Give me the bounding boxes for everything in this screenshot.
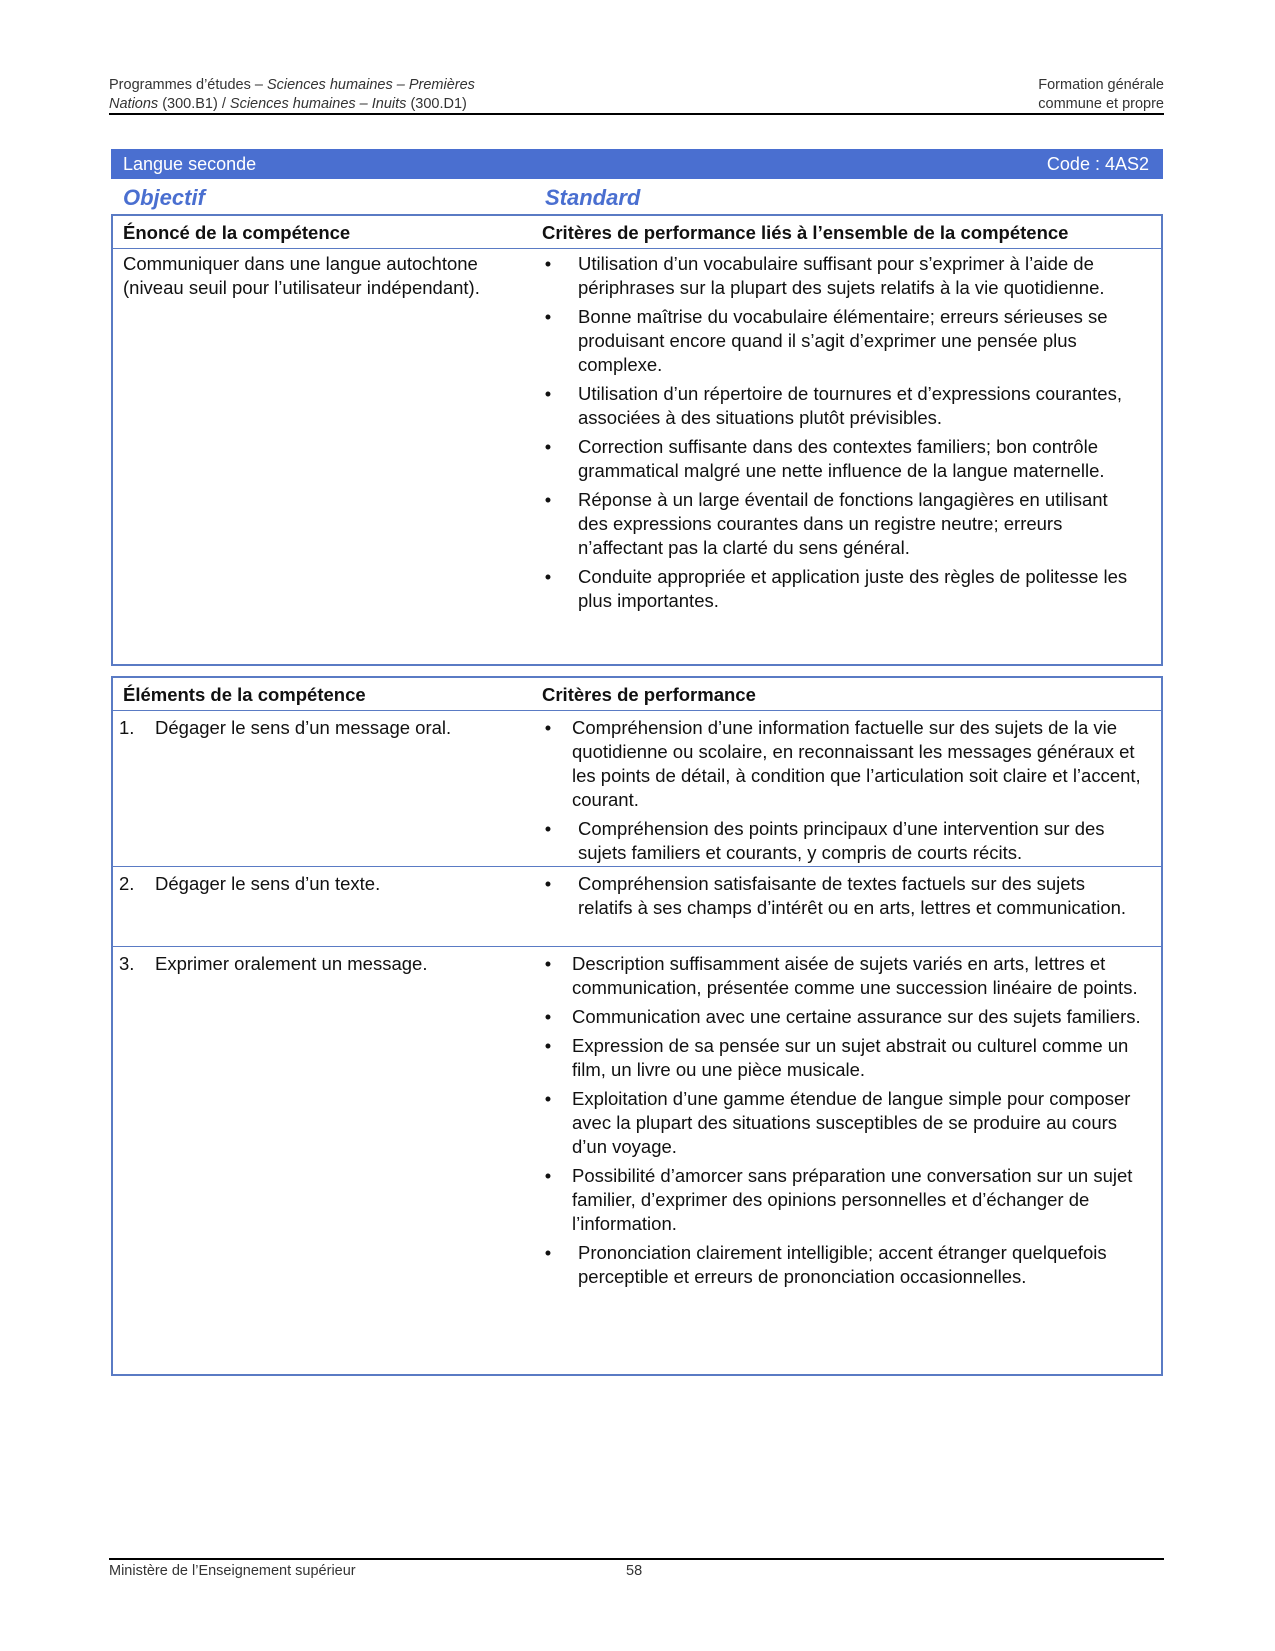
criterion-text: Conduite appropriée et application juste des règles de politesse les plus importantes. (578, 566, 1128, 611)
criterion-text: Réponse à un large éventail de fonctions langagières en utilisant des expressions courantes dans un registre neutre; erreurs n’affectant pas la clarté du sens général. (578, 489, 1108, 558)
criterion-item (542, 952, 1142, 1000)
bullet-icon: • (544, 253, 552, 274)
criterion-item (542, 817, 1142, 865)
element-row (113, 872, 1161, 952)
criterion-item (542, 1164, 1142, 1236)
competency-elements-table (111, 676, 1163, 1376)
element-criteria-list (542, 716, 1142, 870)
bullet-icon: • (544, 717, 552, 738)
criterion-item (542, 488, 1142, 560)
element-text: Exprimer oralement un message. (155, 953, 428, 974)
header-divider (109, 113, 1164, 115)
bullet-icon: • (544, 383, 552, 404)
objective-heading: Objectif (123, 185, 205, 210)
footer-divider (109, 1558, 1164, 1560)
performance-column-header: Critères de performance (542, 684, 756, 705)
bullet-icon: • (544, 1088, 552, 1109)
bullet-icon: • (544, 1006, 552, 1027)
formation-label-line-1: Formation générale (1038, 77, 1164, 93)
criterion-text: Utilisation d’un répertoire de tournures et d’expressions courantes, associées à des situations plutôt prévisibles. (578, 383, 1122, 428)
criterion-item (542, 1087, 1142, 1159)
competency-statement-table (111, 214, 1163, 666)
bullet-icon: • (544, 436, 552, 457)
element-row (113, 716, 1161, 872)
criteria-column-header: Critères de performance liés à l’ensemble de la compétence (542, 222, 1069, 243)
criterion-item (542, 716, 1142, 812)
statement-column-header: Énoncé de la compétence (123, 222, 351, 243)
footer-ministry: Ministère de l’Enseignement supérieur (109, 1563, 356, 1579)
table2-header-divider (113, 710, 1161, 711)
table1-header-divider (113, 248, 1161, 249)
course-code: Code : 4AS2 (1046, 153, 1149, 174)
running-header-line-1 (109, 76, 1164, 95)
criterion-text: Bonne maîtrise du vocabulaire élémentaire; erreurs sérieuses se produisant encore quand il s’agit d’exprimer une pensée plus complexe. (578, 306, 1108, 375)
criterion-item (542, 872, 1142, 920)
element-number: 1. (119, 717, 135, 738)
criterion-item (542, 435, 1142, 483)
criterion-text: Prononciation clairement intelligible; accent étranger quelquefois perceptible et erreurs de prononciation occasionnelles. (578, 1242, 1107, 1287)
criterion-item (542, 382, 1142, 430)
criterion-text: Communication avec une certaine assurance sur des sujets familiers. (572, 1006, 1141, 1027)
footer-page-number: 58 (626, 1563, 643, 1579)
element-row (113, 952, 1161, 1372)
standard-heading: Standard (545, 185, 641, 210)
element-criteria-list (542, 872, 1142, 925)
criterion-text: Description suffisamment aisée de sujets variés en arts, lettres et communication, présentée comme une succession linéaire de points. (572, 953, 1138, 998)
criterion-item (542, 305, 1142, 377)
row-divider (113, 946, 1161, 947)
bullet-icon: • (544, 1035, 552, 1056)
bullet-icon: • (544, 566, 552, 587)
bullet-icon: • (544, 306, 552, 327)
program-title-line-2: Nations (300.B1) / Sciences humaines – Inuits (300.D1) (109, 96, 467, 112)
element-number: 2. (119, 873, 135, 894)
criterion-item (542, 1034, 1142, 1082)
running-header-line-2 (109, 95, 1164, 114)
elements-column-header: Éléments de la compétence (123, 684, 366, 705)
bullet-icon: • (544, 873, 552, 894)
bullet-icon: • (544, 818, 552, 839)
criterion-item (542, 1241, 1142, 1289)
course-banner (111, 149, 1163, 179)
element-text: Dégager le sens d’un texte. (155, 873, 381, 894)
element-text: Dégager le sens d’un message oral. (155, 717, 452, 738)
criterion-text: Exploitation d’une gamme étendue de langue simple pour composer avec la plupart des situations susceptibles de se produire au cours d’un voyage. (572, 1088, 1131, 1157)
bullet-icon: • (544, 953, 552, 974)
criterion-text: Compréhension d’une information factuelle sur des sujets de la vie quotidienne ou scolaire, en reconnaissant les messages généraux et les points de détail, à condition que l’articulation soit claire et l’accent, courant. (572, 717, 1141, 810)
row-divider (113, 866, 1161, 867)
criterion-text: Utilisation d’un vocabulaire suffisant pour s’exprimer à l’aide de périphrases sur la plupart des sujets relatifs à la vie quotidienne. (578, 253, 1105, 298)
running-header (109, 76, 1164, 114)
element-criteria-list (542, 952, 1142, 1294)
criterion-item (542, 565, 1142, 613)
element-label (119, 716, 529, 740)
program-title-line-1: Programmes d’études – Sciences humaines – Premières (109, 77, 475, 93)
criterion-text: Correction suffisante dans des contextes familiers; bon contrôle grammatical malgré une nette influence de la langue maternelle. (578, 436, 1105, 481)
element-label (119, 872, 529, 896)
criterion-text: Expression de sa pensée sur un sujet abstrait ou culturel comme un film, un livre ou une pièce musicale. (572, 1035, 1129, 1080)
bullet-icon: • (544, 1165, 552, 1186)
competency-statement: Communiquer dans une langue autochtone (niveau seuil pour l’utilisateur indépendant). (123, 253, 480, 298)
criterion-item (542, 252, 1142, 300)
criterion-item (542, 1005, 1142, 1029)
course-title: Langue seconde (123, 153, 257, 174)
formation-label-line-2: commune et propre (1038, 96, 1164, 112)
element-number: 3. (119, 953, 135, 974)
overall-criteria-list (542, 252, 1142, 618)
criterion-text: Compréhension des points principaux d’une intervention sur des sujets familiers et courants, y compris de courts récits. (578, 818, 1105, 863)
element-label (119, 952, 529, 976)
criterion-text: Compréhension satisfaisante de textes factuels sur des sujets relatifs à ses champs d’intérêt ou en arts, lettres et communication. (578, 873, 1127, 918)
bullet-icon: • (544, 489, 552, 510)
bullet-icon: • (544, 1242, 552, 1263)
criterion-text: Possibilité d’amorcer sans préparation une conversation sur un sujet familier, d’exprimer des opinions personnelles et d’échanger de l’information. (572, 1165, 1133, 1234)
